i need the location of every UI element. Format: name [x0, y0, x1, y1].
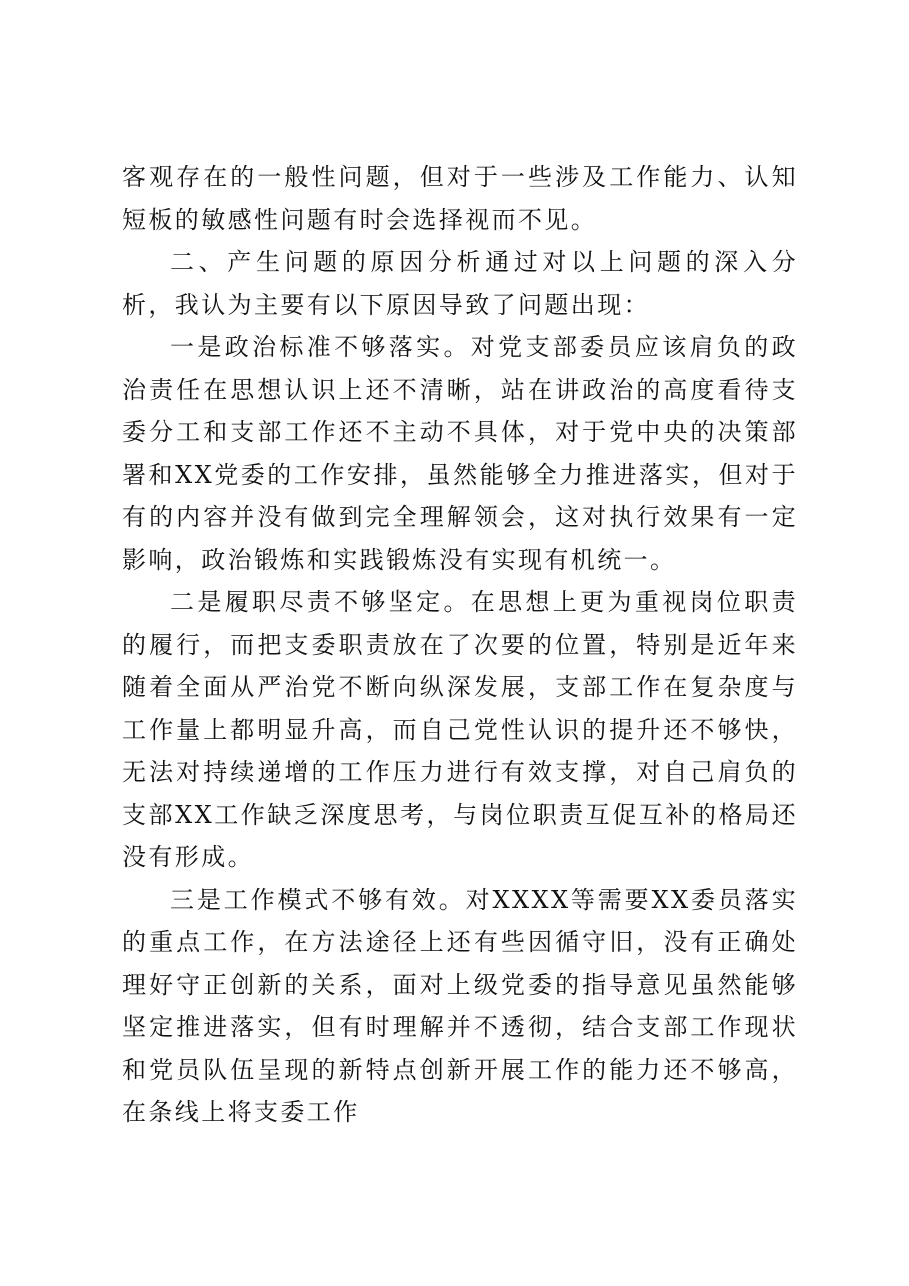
paragraph-continuation: 客观存在的一般性问题，但对于一些涉及工作能力、认知短板的敏感性问题有时会选择视而不见。: [122, 163, 798, 234]
paragraph-duty-performance: 二是履职尽责不够坚定。在思想上更为重视岗位职责的履行，而把支委职责放在了次要的位置，特别是近年来随着全面从严治党不断向纵深发展，支部工作在复杂度与工作量上都明显升高，而自己党性认识的提升还不够快，无法对持续递增的工作压力进行有效支撑，对自己肩负的支部XX工作缺乏深度思考，与岗位职责互促互补的格局还没有形成。: [122, 588, 798, 871]
document-body: [122, 156, 798, 1134]
paragraph-political-standard: 一是政治标准不够落实。对党支部委员应该肩负的政治责任在思想认识上还不清晰，站在讲政治的高度看待支委分工和支部工作还不主动不具体，对于党中央的决策部署和XX党委的工作安排，虽然能够全力推进落实，但对于有的内容并没有做到完全理解领会，这对执行效果有一定影响，政治锻炼和实践锻炼没有实现有机统一。: [122, 333, 798, 574]
paragraph-work-mode: 三是工作模式不够有效。对XXXX等需要XX委员落实的重点工作，在方法途径上还有些因循守旧，没有正确处理好守正创新的关系，面对上级党委的指导意见虽然能够坚定推进落实，但有时理解并不透彻，结合支部工作现状和党员队伍呈现的新特点创新开展工作的能力还不够高，在条线上将支委工作: [122, 885, 798, 1126]
paragraph-cause-analysis-heading: 二、产生问题的原因分析通过对以上问题的深入分析，我认为主要有以下原因导致了问题出现：: [122, 248, 798, 319]
